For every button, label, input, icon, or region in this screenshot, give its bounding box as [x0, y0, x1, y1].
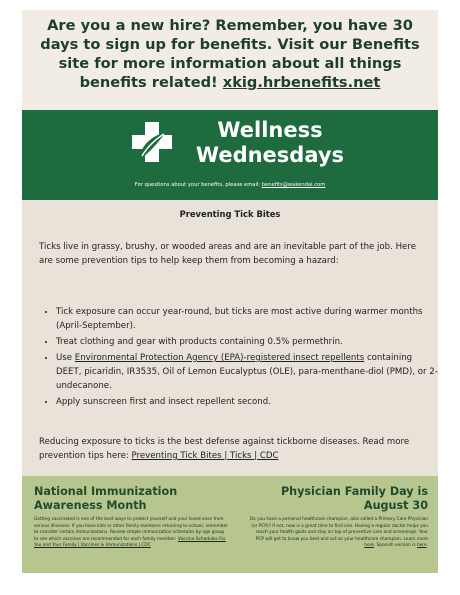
tip-item: • Apply sunscreen first and insect repellent second.: [56, 395, 440, 409]
banner-title: [180, 118, 360, 168]
spanish-version-link[interactable]: here: [416, 543, 427, 548]
bottom-section: [22, 476, 438, 573]
spanish-version-text: . Spanish version is: [373, 543, 416, 548]
article-title: Preventing Tick Bites: [179, 209, 281, 219]
tip-suffix: containing DEET, picaridin, IR3535, Oil of Lemon Eucalyptus (OLE), para-menthane-diol (PMD), or 2-undecanone.: [56, 353, 438, 391]
article-outro: [39, 435, 423, 463]
end-period: .: [426, 543, 428, 548]
email-prefix: For questions about your benefits, please email:: [134, 182, 261, 188]
epa-repellents-link[interactable]: Environmental Protection Agency (EPA)-registered insect repellents: [74, 353, 365, 363]
benefits-email-link[interactable]: benefits@wakendal.com: [261, 182, 326, 188]
tip-item: • Tick exposure can occur year-round, but ticks are most active during warmer months (April-September).: [56, 305, 440, 333]
physician-day-column: [248, 485, 428, 550]
health-cross-leaf-icon: [130, 120, 174, 164]
tips-list: [39, 305, 440, 411]
tip-item: • Treat clothing and gear with products containing 0.5% permethrin.: [56, 335, 440, 349]
immunization-body: [34, 517, 229, 550]
physician-day-title: Physician Family Day is August 30: [280, 485, 428, 512]
immunization-title: National Immunization Awareness Month: [34, 485, 178, 512]
article-intro: Ticks live in grassy, brushy, or wooded areas and are an inevitable part of the job. Here are some prevention tips to help keep them from becoming a hazard:: [39, 242, 416, 266]
physician-day-text: Do you have a personal healthcare champion, also called a Primary Care Physician (or PCP)? If not, now is a great time to find one. Having a regular doctor helps you reach your health goals and stay on top of preventive care and screenings. Your PCP will get to know you best and act as your healthcare champion. Learn more: [249, 517, 428, 542]
new-hire-text: Are you a new hire? Remember, you have 30 days to sign up for benefits. Visit our Benefits site for more information about all things benefits related!: [40, 17, 420, 91]
wellness-banner: [22, 110, 438, 200]
new-hire-notice: [22, 10, 438, 110]
banner-title-line1: Wellness: [217, 118, 323, 142]
learn-more-link[interactable]: here: [364, 543, 374, 548]
new-hire-message: [22, 10, 438, 92]
benefits-site-link[interactable]: xkig.hrbenefits.net: [222, 74, 381, 91]
physician-day-body: [248, 517, 428, 550]
outro-text: Reducing exposure to ticks is the best defense against tickborne diseases. Read more prevention tips here:: [39, 437, 410, 461]
cdc-tick-link[interactable]: Preventing Tick Bites | Ticks | CDC: [131, 451, 279, 461]
tick-article: [22, 200, 438, 476]
banner-title-line2: Wednesdays: [195, 143, 345, 167]
tip-item: [56, 351, 440, 393]
tip-prefix: Use: [56, 353, 73, 363]
immunization-text: Getting vaccinated is one of the best ways to protect yourself and your loved ones from serious illnesses. If you have kids or other family members returning to school, remember to consider certain immunizations. Review simple immunization schedules by age group to see which vaccines are recommended for each family member:: [34, 517, 228, 542]
immunization-column: [34, 485, 229, 550]
vaccine-schedules-link[interactable]: Vaccine Schedules For You and Your Family | Vaccines & Immunizations | CDC: [34, 536, 226, 548]
benefits-email-line: [22, 182, 438, 188]
